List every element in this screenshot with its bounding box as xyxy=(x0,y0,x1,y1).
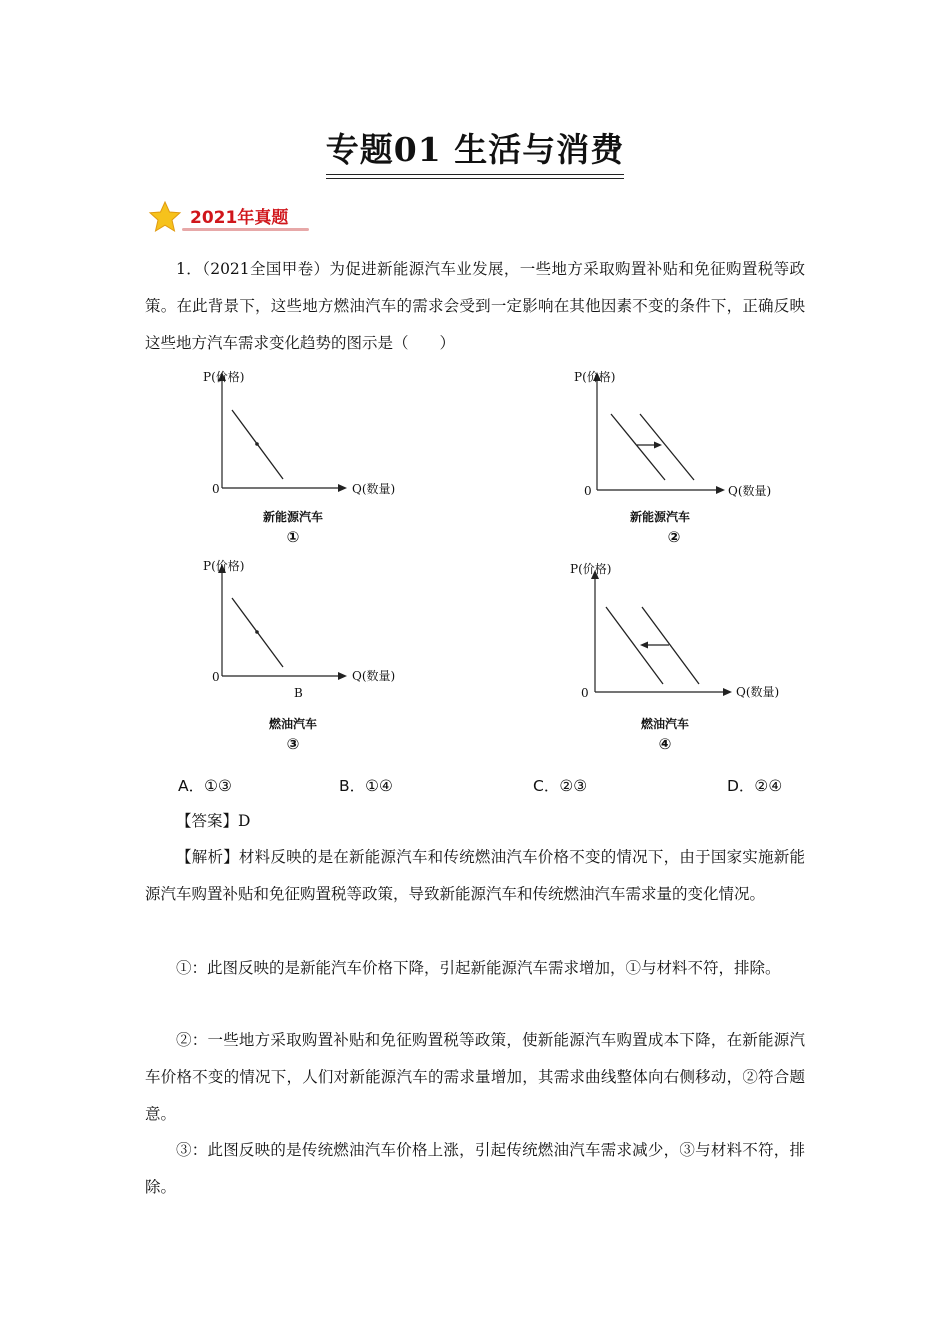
star-icon xyxy=(148,200,182,234)
demand-point xyxy=(255,442,259,446)
y-axis-label: P(价格) xyxy=(570,562,612,576)
graph-3 xyxy=(195,552,415,757)
option-d[interactable]: D．②④ xyxy=(727,777,783,795)
x-axis-label: Q(数量) xyxy=(736,685,780,699)
origin-label: 0 xyxy=(212,670,220,684)
demand-point xyxy=(255,630,259,634)
graph-number: ② xyxy=(667,528,681,546)
option-b[interactable]: B．①④ xyxy=(339,777,393,795)
demand-curve-shifted xyxy=(640,414,694,480)
graph-caption: 新能源汽车 xyxy=(262,510,323,524)
question-text: 1．（2021全国甲卷）为促进新能源汽车业发展，一些地方采取购置补贴和免征购置税等政策。在此背景下，这些地方燃油汽车的需求会受到一定影响在其他因素不变的条件下，正确反映这些地方汽车需求变化趋势的图示是（ ） xyxy=(145,260,805,352)
graph-4 xyxy=(565,552,805,757)
x-axis-label: Q(数量) xyxy=(352,482,396,496)
graph-1 xyxy=(195,362,415,552)
answer-line: 【答案】D xyxy=(176,812,251,830)
page-title: 专题01 生活与消费 xyxy=(0,124,950,175)
analysis-item-1: ①：此图反映的是新能汽车价格下降，引起新能源汽车需求增加，①与材料不符，排除。 xyxy=(176,959,781,977)
graph-caption: 燃油汽车 xyxy=(268,717,317,731)
section-badge: 2021年真题 xyxy=(190,208,289,228)
origin-label: 0 xyxy=(584,484,592,498)
extra-label: B xyxy=(294,686,303,700)
option-a[interactable]: A．①③ xyxy=(178,777,232,795)
graph-number: ① xyxy=(286,528,300,546)
y-axis-label: P(价格) xyxy=(203,370,245,384)
analysis-item-2: ②：一些地方采取购置补贴和免征购置税等政策，使新能源汽车购置成本下降，在新能源汽车价格不变的情况下，人们对新能源汽车的需求量增加，其需求曲线整体向右侧移动，②符合题意。 xyxy=(145,1031,805,1123)
y-axis-label: P(价格) xyxy=(203,559,245,573)
badge-underline xyxy=(182,228,309,231)
x-axis-label: Q(数量) xyxy=(728,484,772,498)
origin-label: 0 xyxy=(212,482,220,496)
graph-caption: 燃油汽车 xyxy=(640,717,689,731)
analysis-item-3: ③：此图反映的是传统燃油汽车价格上涨，引起传统燃油汽车需求减少，③与材料不符，排除。 xyxy=(145,1141,805,1196)
origin-label: 0 xyxy=(581,686,589,700)
graph-caption: 新能源汽车 xyxy=(629,510,690,524)
graph-number: ④ xyxy=(658,735,672,753)
analysis-intro: 【解析】材料反映的是在新能源汽车和传统燃油汽车价格不变的情况下，由于国家实施新能源汽车购置补贴和免征购置税等政策，导致新能源汽车和传统燃油汽车需求量的变化情况。 xyxy=(145,848,805,903)
y-axis-label: P(价格) xyxy=(574,370,616,384)
graph-number: ③ xyxy=(286,735,300,753)
graph-2 xyxy=(570,362,800,552)
option-c[interactable]: C．②③ xyxy=(533,777,588,795)
x-axis-label: Q(数量) xyxy=(352,669,396,683)
